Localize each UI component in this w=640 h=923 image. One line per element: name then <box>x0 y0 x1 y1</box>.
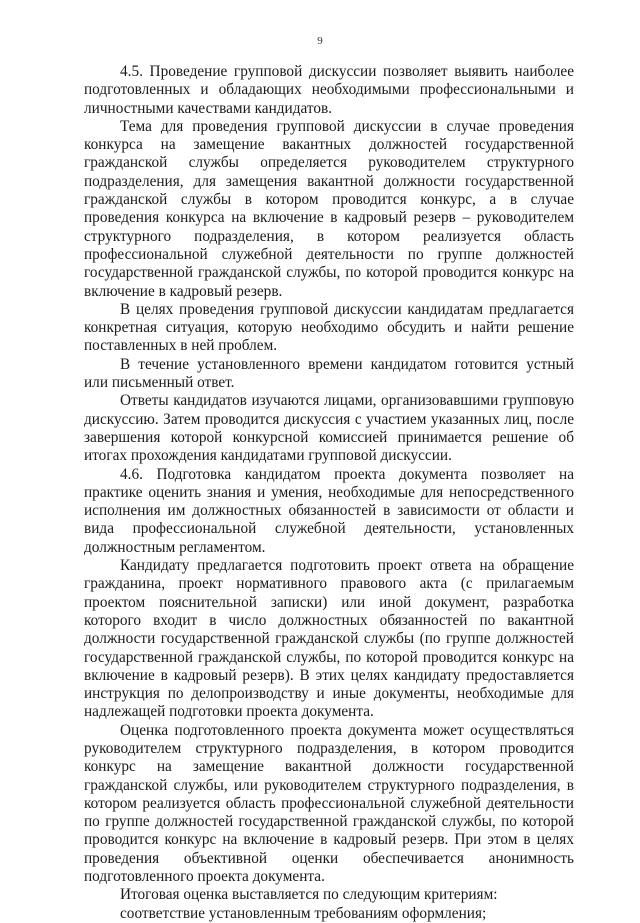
page-number: 9 <box>317 35 323 47</box>
paragraph-4-6: 4.6. Подготовка кандидатом проекта документа позволяет на практике оценить знания и умения, необходимые для непосредственного исполнения им должностных обязанностей в зависимости от области и вида профессиональной служебной деятельности, установленных должностным регламентом. <box>84 465 574 556</box>
paragraph-answer: В течение установленного времени кандидатом готовится устный или письменный ответ. <box>84 355 574 392</box>
paragraph-criteria-intro: Итоговая оценка выставляется по следующим критериям: <box>120 886 498 904</box>
paragraph-discussion-topic: Тема для проведения групповой дискуссии в случае проведения конкурса на замещение вакантных должностей государственной гражданской службы определяется руководителем структурного подразделения, для замещения вакантной должности государственной гражданской службы в котором проводится конкурс, а в случае проведения конкурса на включение в кадровый резерв – руководителем структурного подразделения, в котором реализуется область профессиональной служебной деятельности по группе должностей государственной гражданской службы, по которой проводится конкурс на включение в кадровый резерв. <box>84 117 574 300</box>
paragraph-answers-review: Ответы кандидатов изучаются лицами, организовавшими групповую дискуссию. Затем проводится дискуссия с участием указанных лиц, после завершения которой конкурсной комиссией принимается решение об итогах прохождения кандидатами групповой дискуссии. <box>84 392 574 465</box>
paragraph-situation: В целях проведения групповой дискуссии кандидатам предлагается конкретная ситуация, которую необходимо обсудить и найти решение поставленных в ней проблем. <box>84 300 574 355</box>
document-body <box>84 63 574 923</box>
paragraph-4-5: 4.5. Проведение групповой дискуссии позволяет выявить наиболее подготовленных и обладающих необходимыми профессиональными и личностными качествами кандидатов. <box>84 63 574 117</box>
paragraph-criterion-formatting: соответствие установленным требованиям оформления; <box>120 904 487 922</box>
paragraph-draft-task: Кандидату предлагается подготовить проект ответа на обращение гражданина, проект нормативного правового акта (с прилагаемым проектом пояснительной записки) или иной документ, разработка которого входит в число должностных обязанностей по вакантной должности государственной гражданской службы (по группе должностей государственной гражданской службы, по которой проводится конкурс на включение в кадровый резерв). В этих целях кандидату предоставляется инструкция по делопроизводству и иные документы, необходимые для надлежащей подготовки проекта документа. <box>84 557 574 721</box>
paragraph-draft-evaluation: Оценка подготовленного проекта документа может осуществляться руководителем структурного подразделения, в котором проводится конкурс на замещение вакантной должности государственной гражданской службы, или руководителем структурного подразделения, в котором реализуется область профессиональной служебной деятельности по группе должностей государственной гражданской службы, по которой проводится конкурс на включение в кадровый резерв. При этом в целях проведения объективной оценки обеспечивается анонимность подготовленного проекта документа. <box>84 721 574 886</box>
